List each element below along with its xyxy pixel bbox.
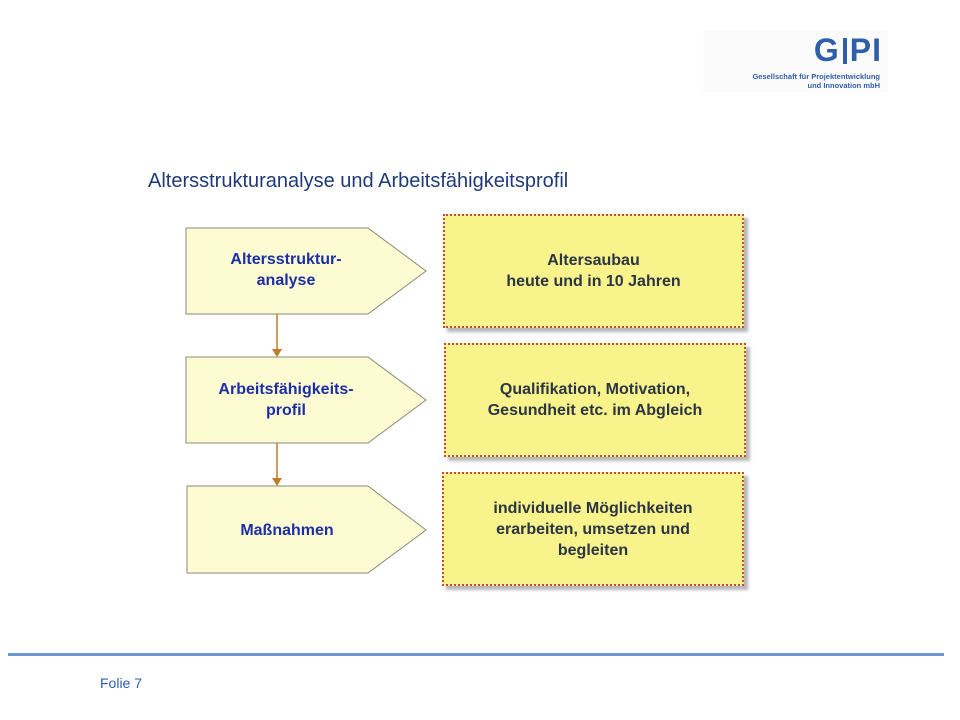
step-2-box-line-1: Qualifikation, Motivation, [499, 381, 691, 398]
logo-subtitle-line-1: Gesellschaft für Projektentwicklung [752, 72, 880, 81]
step-2-box-line-2: Gesundheit etc. im Abgleich [487, 402, 703, 419]
logo-subtitle-line-2: und Innovation mbH [807, 81, 880, 90]
step-3-label [187, 520, 387, 541]
logo-mark-right: PI [849, 32, 882, 68]
slide-number: Folie 7 [100, 675, 143, 691]
step-1-box-line-2: heute und in 10 Jahren [506, 273, 681, 290]
step-2-box [444, 343, 746, 457]
step-3-box-line-2: erarbeiten, umsetzen und [496, 520, 690, 538]
step-3-box [442, 472, 744, 586]
footer-divider [8, 653, 944, 656]
step-3-label-line-1: Maßnahmen [240, 522, 334, 539]
logo-mark-left: G [813, 32, 840, 68]
connector-1-2-arrowhead [272, 349, 282, 357]
step-2-label [186, 379, 386, 421]
step-3-box-line-3: begleiten [557, 541, 629, 559]
connector-2-3-arrowhead [272, 478, 282, 486]
step-1-label [186, 249, 386, 291]
step-2-label-line-2: profil [266, 402, 306, 419]
step-1-label-line-2: analyse [256, 272, 316, 289]
step-1-label-line-1: Altersstruktur- [230, 251, 342, 268]
slide-title: Altersstrukturanalyse und Arbeitsfähigkeitsprofil [148, 170, 569, 192]
step-1-box-line-1: Altersaubau [547, 252, 640, 269]
step-1-box [443, 214, 744, 328]
step-2-label-line-1: Arbeitsfähigkeits- [218, 381, 354, 398]
step-3-box-line-1: individuelle Möglichkeiten [493, 499, 693, 517]
